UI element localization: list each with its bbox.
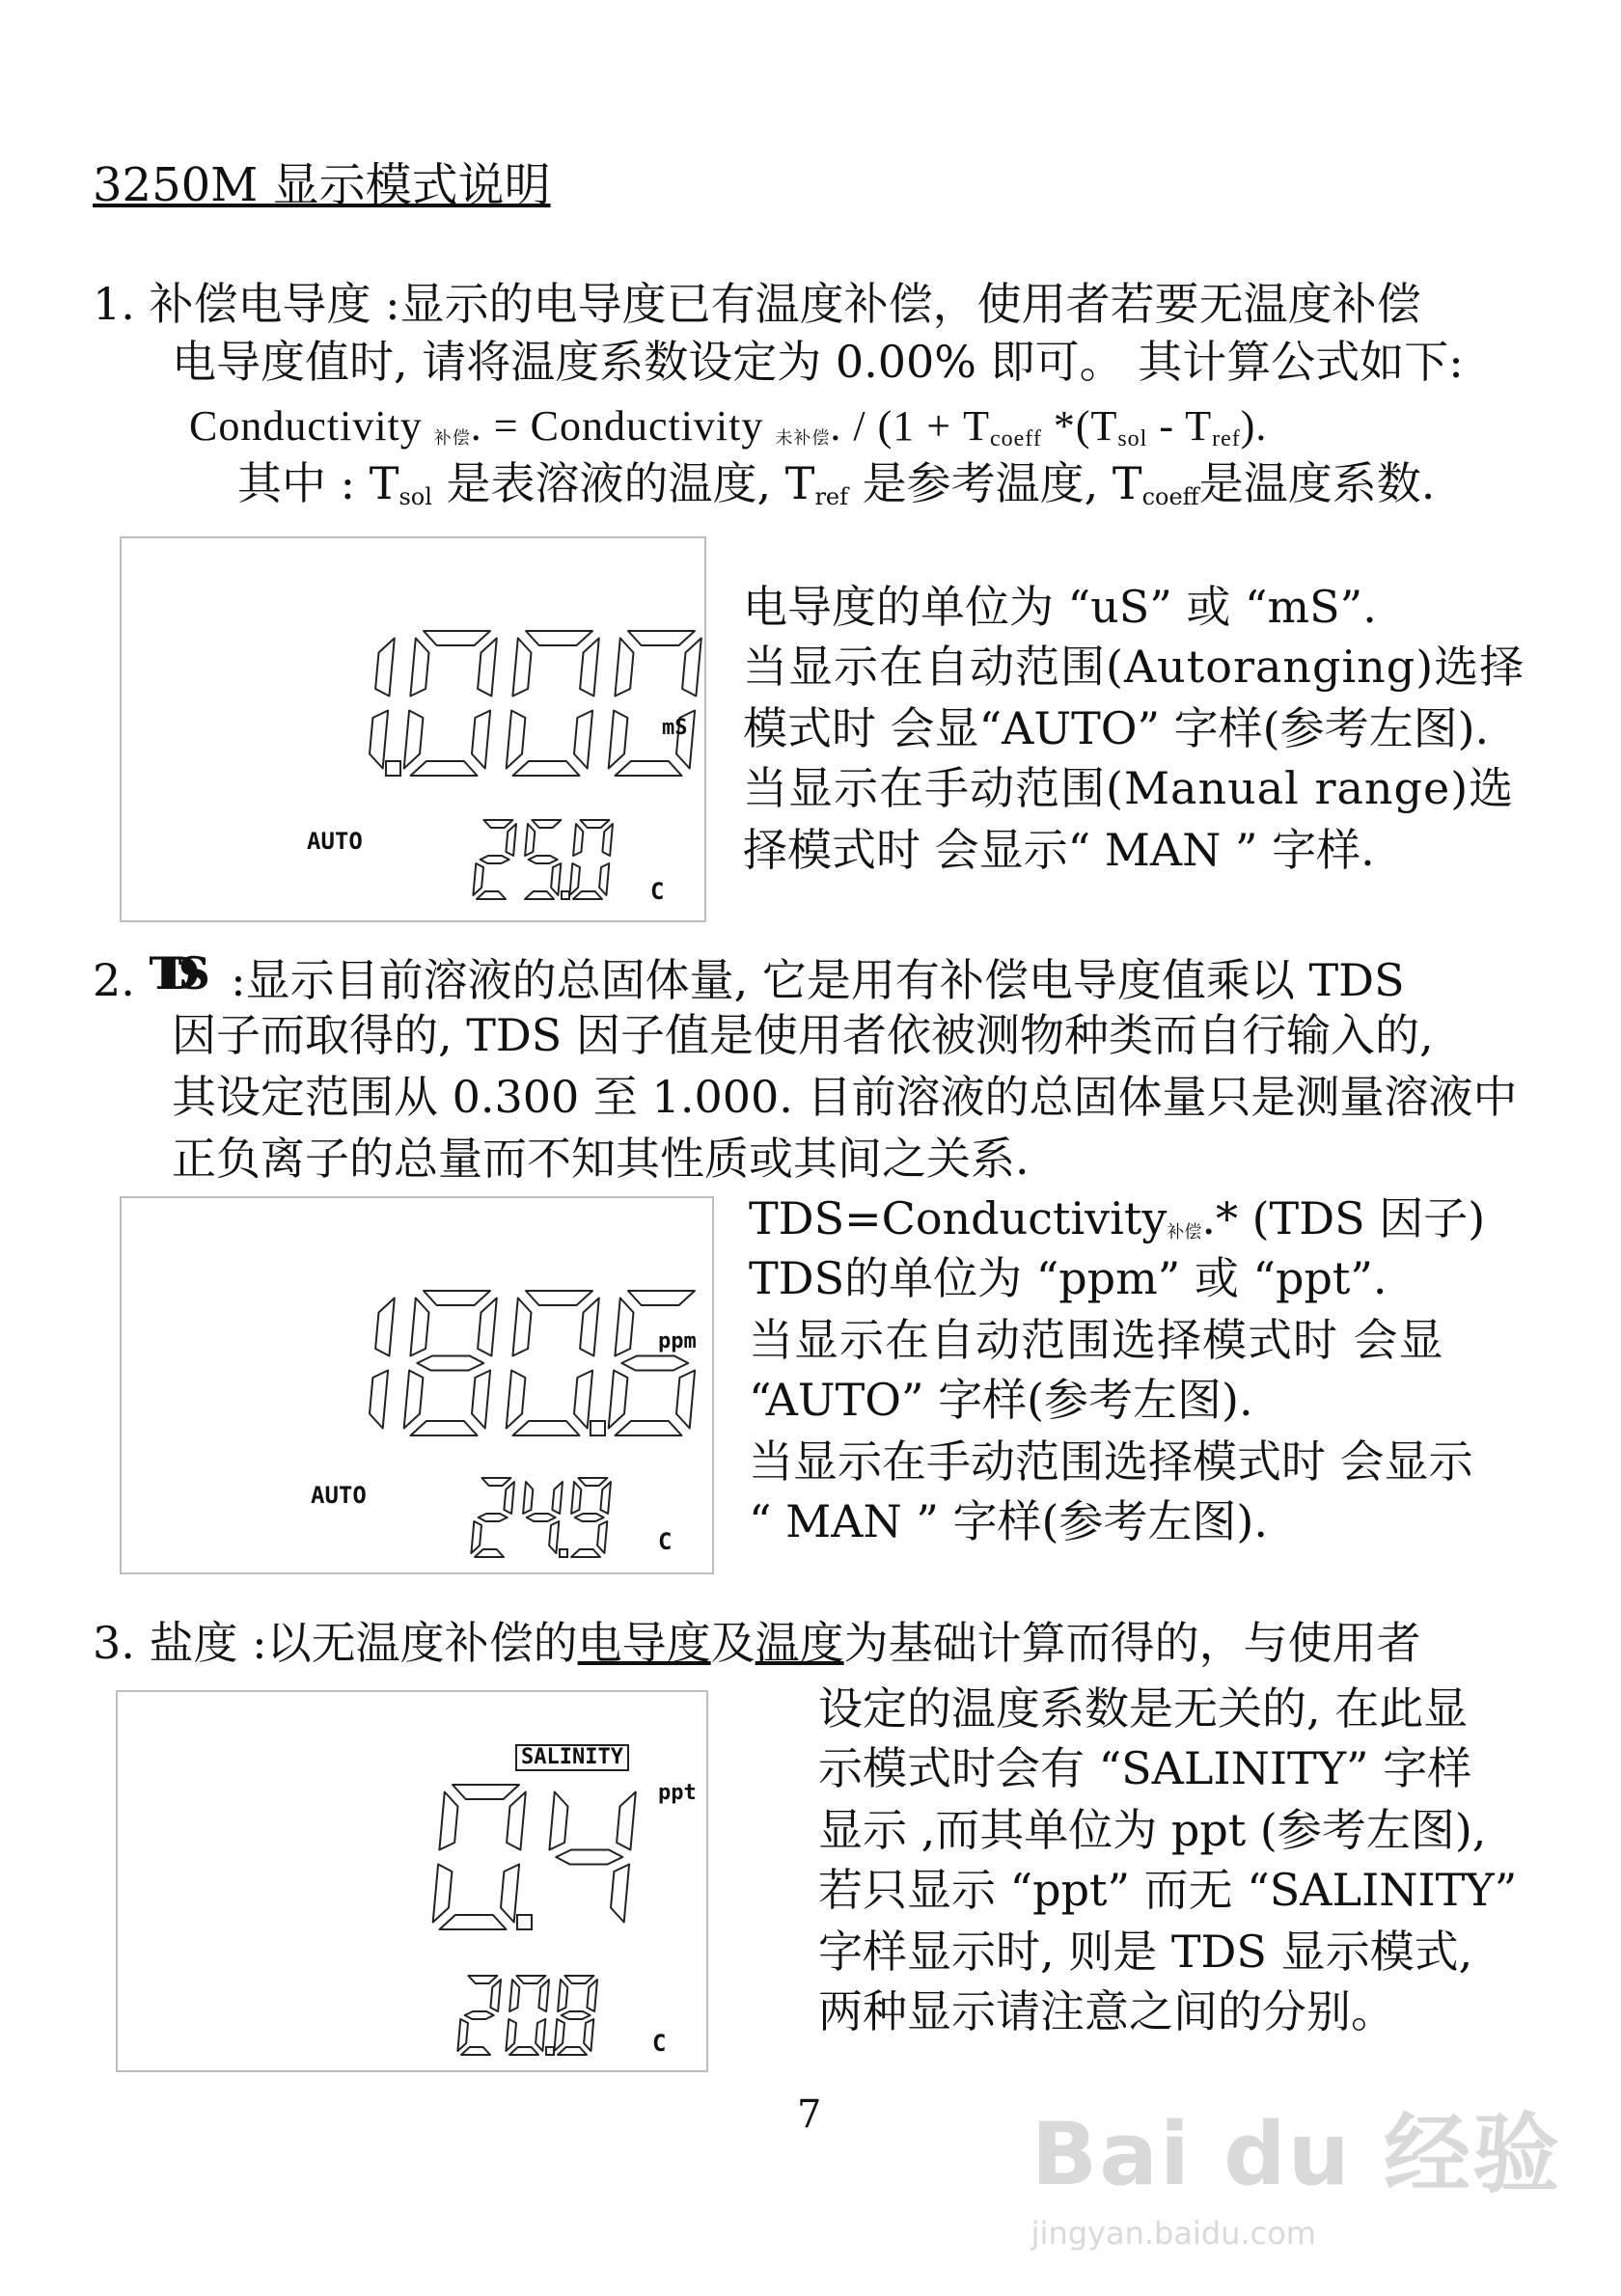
temp-reading-segment-g [479, 1514, 508, 1521]
main-reading-segment-f [615, 639, 633, 697]
temp-reading-segment-f [523, 1482, 533, 1514]
main-reading-segment-b [580, 639, 599, 697]
lcd-unit-ppm: ppm [658, 1329, 697, 1353]
temp-reading-segment-b [538, 1980, 549, 2011]
temp-reading-segment-b [552, 1482, 563, 1514]
temp-reading-digit-1 [525, 820, 561, 899]
main-reading-segment-b [478, 1298, 497, 1356]
lcd-tds-digits [122, 1198, 712, 1572]
section-2-right-5: 当显示在手动范围选择模式时 会显示 [749, 1435, 1473, 1488]
temp-reading-segment-g [465, 2011, 494, 2019]
temp-reading-segment-f [558, 1980, 567, 2011]
temp-reading-segment-c [536, 2019, 545, 2051]
main-reading-digit-2 [507, 1291, 599, 1435]
main-reading-segment-f [615, 1298, 633, 1356]
lcd-salinity [116, 1690, 708, 2072]
temp-reading-segment-d [461, 2047, 490, 2055]
temp-reading-segment-b [587, 1980, 597, 2011]
temp-reading-segment-e [506, 2019, 516, 2051]
temp-reading-segment-e [457, 2019, 468, 2051]
main-reading-segment-f [549, 1792, 567, 1850]
temp-reading-segment-d [475, 1549, 504, 1557]
main-reading-segment-e [609, 1371, 628, 1429]
lcd-mode-auto: AUTO [307, 828, 363, 855]
temp-reading-decimal-point [562, 891, 569, 899]
main-reading-segment-g [621, 1356, 688, 1371]
baidu-watermark [1031, 2084, 1561, 2252]
main-reading-segment-b [375, 639, 395, 697]
temp-reading-segment-a [578, 1478, 607, 1486]
temp-reading-digit-0 [473, 820, 516, 899]
main-reading-decimal-point [591, 1421, 605, 1435]
main-reading-segment-c [370, 711, 388, 769]
main-reading-segment-c [501, 1865, 519, 1923]
lcd-temp-unit: C [658, 1528, 673, 1555]
main-reading-segment-f [410, 639, 428, 697]
temp-reading-segment-d [477, 891, 506, 899]
section-2-line-1: 2. TDS :显示目前溶液的总固体量, 它是用有补偿电导度值乘以 TDS [93, 951, 1405, 1006]
main-reading-segment-a [628, 631, 695, 645]
section-3-line-1: 3. 盐度 :以无温度补偿的电导度及温度为基础计算而得的，与使用者 [93, 1617, 1421, 1669]
temp-reading-segment-b [490, 1980, 501, 2011]
temp-reading-segment-e [471, 1521, 481, 1553]
section-3-right-5: 字样显示时, 则是 TDS 显示模式, [818, 1926, 1473, 1978]
watermark-url: jingyan.baidu.com [1030, 2215, 1316, 2252]
temp-reading-segment-b [504, 1482, 514, 1514]
temp-reading-segment-a [580, 820, 609, 828]
temp-reading-segment-c [597, 1521, 607, 1553]
main-reading-segment-f [512, 639, 531, 697]
main-reading-segment-c [370, 1371, 388, 1429]
temp-reading-segment-e [473, 863, 483, 895]
main-reading-segment-c [574, 711, 592, 769]
main-reading-segment-e [609, 711, 628, 769]
main-reading-segment-a [453, 1785, 519, 1799]
main-reading-segment-d [513, 761, 580, 776]
main-reading-segment-d [616, 1421, 682, 1435]
main-reading-segment-d [411, 1421, 478, 1435]
temp-reading-segment-c [584, 2019, 593, 2051]
section-3-right-4: 若只显示 “ppt” 而无 “SALINITY” [818, 1864, 1518, 1916]
temp-reading-segment-g [527, 1514, 556, 1521]
temp-reading-decimal-point [560, 1549, 567, 1557]
temp-reading-segment-d [525, 891, 554, 899]
section-2-right-6: “ MAN ” 字样(参考左图). [749, 1495, 1268, 1547]
temp-reading-digit-2 [571, 1478, 611, 1557]
temp-reading-segment-f [571, 1482, 581, 1514]
temp-reading-segment-d [573, 891, 602, 899]
section-2-line-3: 其设定范围从 0.300 至 1.000. 目前溶液的总固体量只是测量溶液中 [172, 1071, 1518, 1123]
main-reading-segment-f [439, 1792, 457, 1850]
temp-reading-segment-f [509, 1980, 519, 2011]
temp-reading-segment-c [599, 863, 609, 895]
temp-reading-segment-f [525, 824, 535, 856]
temp-reading-segment-e [554, 2019, 564, 2051]
section-3-right-1: 设定的温度系数是无关的, 在此显 [818, 1682, 1469, 1735]
main-reading-decimal-point [386, 761, 400, 776]
section-2-right-3: 当显示在自动范围选择模式时 会显 [749, 1314, 1444, 1366]
main-reading-segment-e [404, 711, 424, 769]
temp-reading-segment-c [551, 863, 561, 895]
lcd-mode-auto: AUTO [311, 1482, 367, 1509]
main-reading-segment-a [424, 631, 490, 645]
lcd-conductivity-digits [122, 538, 704, 920]
lcd-tds [120, 1196, 714, 1574]
temp-reading-segment-c [549, 1521, 559, 1553]
main-reading-segment-b [580, 1298, 599, 1356]
temp-reading-digit-2 [569, 820, 613, 899]
temp-reading-segment-d [509, 2047, 538, 2055]
main-reading-segment-b [617, 1792, 636, 1850]
section-1-right-3: 模式时 会显“AUTO” 字样(参考左图). [743, 702, 1490, 754]
lcd-salinity-badge: SALINITY [515, 1744, 629, 1771]
temp-reading-segment-b [600, 1482, 611, 1514]
temp-reading-segment-a [532, 820, 561, 828]
main-reading-segment-a [628, 1291, 695, 1305]
main-reading-segment-c [574, 1371, 592, 1429]
temp-reading-digit-1 [506, 1976, 549, 2055]
page-title: 3250M 显示模式说明 [93, 158, 551, 212]
temp-reading-digit-2 [554, 1976, 597, 2055]
main-reading-digit-1 [549, 1792, 635, 1923]
section-1-line-1: 1. 补偿电导度 :显示的电导度已有温度补偿，使用者若要无温度补偿 [93, 278, 1421, 330]
main-reading-segment-a [424, 1291, 490, 1305]
main-reading-segment-f [410, 1298, 428, 1356]
main-reading-segment-e [507, 1371, 526, 1429]
main-reading-digit-3 [609, 1291, 695, 1435]
main-reading-segment-b [682, 639, 701, 697]
lcd-temp-unit: C [652, 2030, 667, 2057]
main-reading-segment-a [526, 631, 592, 645]
main-reading-segment-d [513, 1421, 580, 1435]
main-reading-segment-c [472, 1371, 490, 1429]
page-number: 7 [797, 2092, 822, 2137]
temp-reading-segment-a [564, 1976, 593, 1983]
temp-reading-digit-0 [457, 1976, 501, 2055]
main-reading-digit-0 [370, 1298, 395, 1429]
main-reading-segment-d [616, 761, 682, 776]
section-3-right-3: 显示 ,而其单位为 ppt (参考左图), [818, 1804, 1487, 1856]
main-reading-decimal-point [517, 1915, 532, 1929]
temp-reading-digit-1 [523, 1482, 563, 1553]
main-reading-digit-2 [507, 631, 599, 776]
formula-where-line: 其中 : $T_{sol}$ 是表溶液的温度, $T_{ref}$ 是参考温度, $T_{coeff}$是温度系数. [237, 457, 1436, 510]
temp-reading-segment-f [573, 824, 583, 856]
watermark-brand: Bai du 经验 [1030, 2104, 1561, 2205]
main-reading-digit-3 [609, 631, 701, 776]
temp-reading-segment-d [558, 2047, 587, 2055]
main-reading-segment-d [440, 1915, 507, 1929]
tds-formula: TDS=Conductivity补偿.* (TDS 因子) [749, 1192, 1486, 1244]
temp-reading-segment-e [569, 863, 580, 895]
main-reading-segment-b [375, 1298, 395, 1356]
main-reading-segment-c [676, 1371, 695, 1429]
temp-reading-segment-g [481, 856, 509, 863]
main-reading-digit-1 [404, 631, 497, 776]
main-reading-digit-0 [433, 1785, 526, 1929]
temp-reading-segment-a [483, 820, 512, 828]
section-3-right-2: 示模式时会有 “SALINITY” 字样 [818, 1742, 1472, 1794]
lcd-temp-unit: C [650, 878, 665, 905]
main-reading-digit-1 [404, 1291, 497, 1435]
temp-reading-digit-0 [471, 1478, 514, 1557]
section-1-right-5: 择模式时 会显示“ MAN ” 字样. [743, 824, 1375, 876]
section-2-line-4: 正负离子的总量而不知其性质或其间之关系. [172, 1133, 1030, 1185]
lcd-unit-ms: mS [662, 716, 688, 740]
temp-reading-segment-a [481, 1478, 510, 1486]
lcd-conductivity [120, 536, 706, 922]
section-1-right-2: 当显示在自动范围(Autoranging)选择 [743, 641, 1525, 693]
main-reading-segment-a [526, 1291, 592, 1305]
section-3-right-6: 两种显示请注意之间的分别。 [818, 1985, 1395, 2037]
temp-reading-segment-b [506, 824, 516, 856]
section-2-right-4: “AUTO” 字样(参考左图). [749, 1374, 1253, 1426]
main-reading-segment-e [433, 1865, 453, 1923]
main-reading-segment-g [417, 1356, 483, 1371]
section-2-line-2: 因子而取得的, TDS 因子值是使用者依被测物种类而自行输入的, [172, 1009, 1434, 1061]
temp-reading-decimal-point [546, 2047, 554, 2055]
main-reading-segment-d [411, 761, 478, 776]
temp-reading-segment-a [468, 1976, 497, 1983]
main-reading-segment-e [507, 711, 526, 769]
lcd-unit-ppt: ppt [658, 1781, 697, 1805]
temp-reading-segment-b [602, 824, 613, 856]
temp-reading-segment-d [571, 1549, 600, 1557]
temp-reading-segment-g [529, 856, 558, 863]
temp-reading-segment-g [562, 2011, 591, 2019]
main-reading-segment-f [512, 1298, 531, 1356]
conductivity-formula: Conductivity 补偿. = Conductivity 未补偿. / ($1 + T_{coeff}$ $*(T_{sol} - T_{ref})$. [189, 402, 1268, 451]
section-1-right-1: 电导度的单位为 “uS” 或 “mS”. [743, 581, 1377, 633]
main-reading-segment-b [507, 1792, 526, 1850]
main-reading-segment-e [404, 1371, 424, 1429]
main-reading-segment-b [478, 639, 497, 697]
main-reading-segment-c [611, 1865, 629, 1923]
temp-reading-segment-a [516, 1976, 545, 1983]
main-reading-digit-0 [370, 639, 395, 769]
section-1-line-2: 电导度值时, 请将温度系数设定为 0.00% 即可。 其计算公式如下: [172, 336, 1464, 388]
section-1-right-4: 当显示在手动范围(Manual range)选 [743, 762, 1515, 814]
main-reading-segment-g [556, 1850, 622, 1865]
temp-reading-segment-g [575, 1514, 604, 1521]
main-reading-segment-c [472, 711, 490, 769]
section-2-right-2: TDS的单位为 “ppm” 或 “ppt”. [749, 1252, 1387, 1304]
